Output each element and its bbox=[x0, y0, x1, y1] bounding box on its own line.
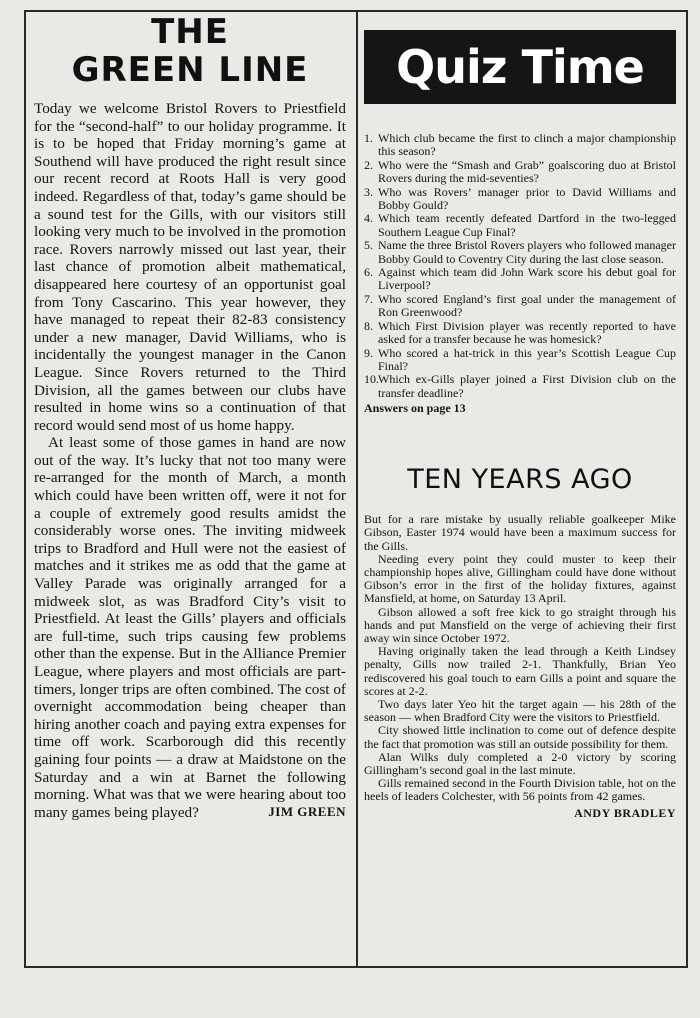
quiz-question bbox=[364, 239, 676, 266]
ten-years-ago-title: TEN YEARS AGO bbox=[407, 464, 633, 496]
quiz-question bbox=[364, 320, 676, 347]
quiz-question-number: 4. bbox=[364, 211, 373, 226]
green-line-author: JIM GREEN bbox=[268, 804, 346, 820]
right-column bbox=[364, 14, 676, 964]
ten-years-paragraph: But for a rare mistake by usually reliable goalkeeper Mike Gibson, Easter 1974 would have been a maximum success for the Gills. bbox=[364, 512, 676, 553]
green-line-paragraph-1: Today we welcome Bristol Rovers to Priestfield for the “second-half” to our holiday programme. It is to be hoped that Friday morning’s game at Southend will have produced the right result since our recent record at Roots Hall is very good indeed. Regardless of that, today’s game should be a sound test for the Gills, with our visitors still looking very much to be involved in the promotion race. Rovers narrowly missed out last year, their last chance of promotion albeit mathematical, disappeared here courtesy of an opportunist goal from Tony Cascarino. This year however, they have managed to repeat their 82-83 consistency under a new manager, David Williams, who is incidentally the youngest manager in the Canon League. Since Rovers returned to the Third Division, all the games between our clubs have resulted in home wins so a continuation of that record would send most of us home happy. bbox=[34, 100, 346, 434]
ten-years-paragraph: Two days later Yeo hit the target again — his 28th of the season — when Bradford City were the visitors to Priestfield. bbox=[364, 696, 676, 725]
column-divider bbox=[356, 10, 358, 968]
ten-years-paragraph: Having originally taken the lead through a Keith Lindsey penalty, Gills now trailed 2-1. Thankfully, Brian Yeo rediscovered his goal touch to earn Gills a point and square the scores at 2-2. bbox=[364, 644, 676, 698]
ten-years-paragraph: City showed little inclination to come out of defence despite the fact that promotion was still an outside possibility for them. bbox=[364, 723, 676, 751]
quiz-question-text: Who scored a hat-trick in this year’s Scottish League Cup Final? bbox=[378, 345, 676, 373]
quiz-question bbox=[364, 186, 676, 213]
quiz-question bbox=[364, 373, 676, 400]
quiz-question-text: Which ex-Gills player joined a First Division club on the transfer deadline? bbox=[378, 372, 676, 400]
quiz-question bbox=[364, 266, 676, 293]
quiz-question bbox=[364, 132, 676, 159]
quiz-question-text: Name the three Bristol Rovers players who followed manager Bobby Gould to Coventry City during the last close season. bbox=[378, 238, 676, 266]
ten-years-paragraph: Alan Wilks duly completed a 2-0 victory by scoring Gillingham’s second goal in the last minute. bbox=[364, 749, 676, 777]
quiz-question-text: Who was Rovers’ manager prior to David Williams and Bobby Gould? bbox=[378, 184, 676, 213]
green-line-title-line2: GREEN LINE bbox=[71, 50, 309, 90]
green-line-article bbox=[34, 100, 346, 821]
quiz-question-number: 2. bbox=[364, 157, 373, 172]
quiz-question bbox=[364, 212, 676, 239]
quiz-question bbox=[364, 159, 676, 186]
quiz-question-number: 6. bbox=[364, 265, 373, 280]
ten-years-paragraph: Needing every point they could muster to keep their championship hopes alive, Gillingham could have done without Gibson’s error in the first of the holiday fixtures, against Mansfield, at home, on Saturday 13 April. bbox=[364, 551, 676, 606]
quiz-question-number: 8. bbox=[364, 318, 373, 333]
quiz-question-text: Against which team did John Wark score his debut goal for Liverpool? bbox=[378, 265, 676, 293]
ten-years-author: ANDY BRADLEY bbox=[574, 805, 676, 820]
quiz-title-banner: Quiz Time bbox=[364, 30, 676, 104]
quiz-question-text: Which club became the first to clinch a major championship this season? bbox=[378, 131, 676, 159]
quiz-question-number: 5. bbox=[364, 238, 373, 253]
quiz-question-number: 3. bbox=[364, 184, 373, 199]
green-line-column bbox=[34, 14, 346, 964]
quiz-question-list bbox=[364, 132, 676, 400]
quiz-question-text: Which First Division player was recently reported to have asked for a transfer because he was homesick? bbox=[378, 318, 676, 347]
quiz-question-number: 7. bbox=[364, 291, 373, 306]
green-line-paragraph-2: At least some of those games in hand are now out of the way. It’s lucky that not too many were re-arranged for the month of March, a month which could have been written off, were it not for a couple of extremely good results amidst the considerably worse ones. The inviting midweek trips to Bradford and Hull were not the easiest of matches and it strikes me as odd that the game at Valley Parade was originally arranged for a midweek slot, as was Bradford City’s visit to Priestfield. At least the Gills’ players and officials are full-time, such trips causing few problems other than the expense. But in the Alliance Premier League, where players and most officials are part-timers, longer trips are often combined. The cost of overnight accommodation being cheaper than hiring another coach and paying extra expenses for time off work. Scarborough did this recently gaining four points — a draw at Maidstone on the Saturday and a win at Barnet the following morning. What was that we were hearing about too many games being played? bbox=[34, 434, 346, 821]
quiz-question-number: 9. bbox=[364, 345, 373, 360]
quiz-question-number: 10. bbox=[364, 372, 379, 387]
green-line-title-line1: THE bbox=[151, 14, 229, 52]
ten-years-paragraph: Gibson allowed a soft free kick to go straight through his hands and put Mansfield on the verge of achieving their first away win since October 1972. bbox=[364, 604, 676, 645]
quiz-question-text: Who were the “Smash and Grab” goalscoring duo at Bristol Rovers during the mid-seventies? bbox=[378, 157, 676, 186]
quiz-question-text: Which team recently defeated Dartford in the two-legged Southern League Cup Final? bbox=[378, 211, 676, 239]
quiz-question bbox=[364, 347, 676, 374]
ten-years-paragraph: Gills remained second in the Fourth Division table, hot on the heels of leaders Colchester, with 56 points from 42 games. bbox=[364, 776, 676, 804]
quiz-answers-note: Answers on page 13 bbox=[364, 401, 466, 416]
quiz-question-text: Who scored England’s first goal under the management of Ron Greenwood? bbox=[378, 291, 676, 320]
quiz-question-number: 1. bbox=[364, 131, 373, 145]
quiz-question bbox=[364, 293, 676, 320]
ten-years-ago-article bbox=[364, 513, 676, 803]
